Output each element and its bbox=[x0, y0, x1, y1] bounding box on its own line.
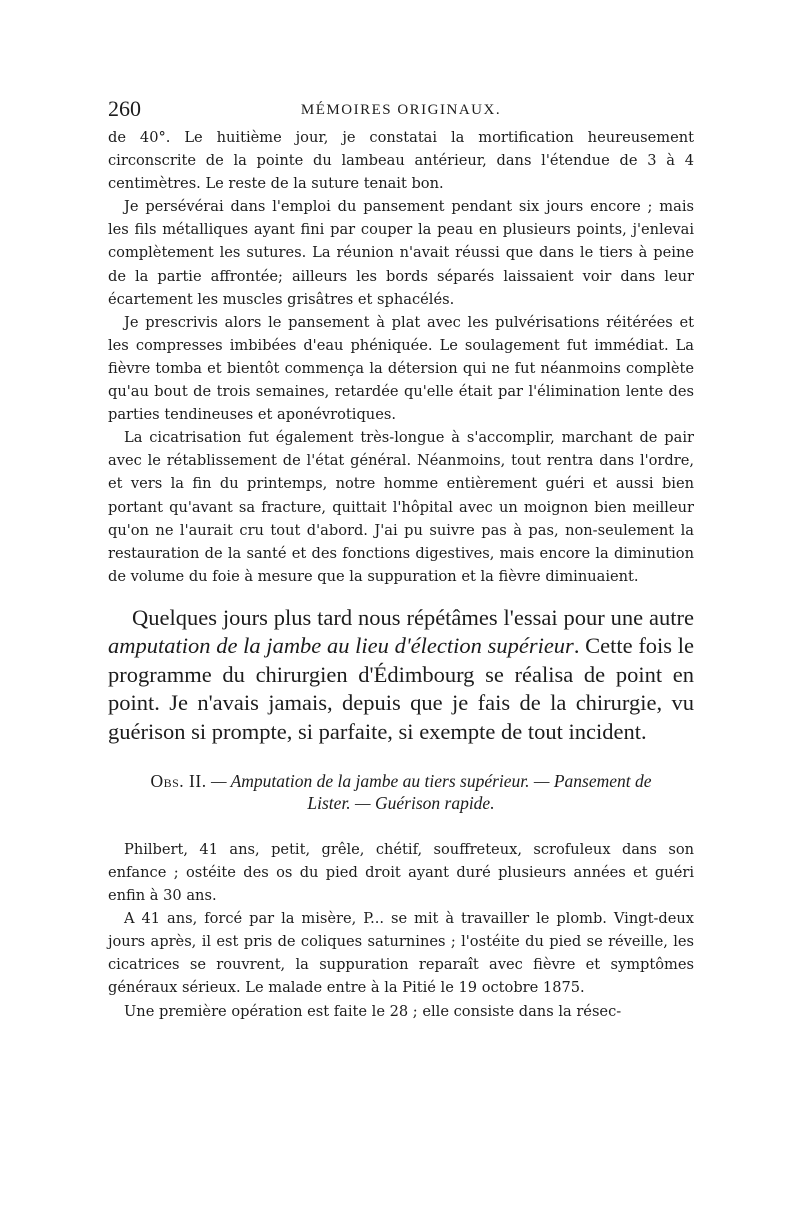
observation-title-line2: Lister. — Guérison rapide. bbox=[307, 792, 495, 813]
paragraph-dressing: Je prescrivis alors le pansement à plat avec les pulvérisations réitérées et les compresses imbibées d'eau phéniquée. Le soulagement fut immédiat. La fièvre tomba et bientôt commença la détersion qui ne fut néanmoins complète qu'au bout de trois semaines, retardée qu'elle était par l'élimination lente des parties tendineuses et aponévrotiques. bbox=[108, 313, 694, 424]
paragraph-healing: La cicatrisation fut également très-longue à s'accomplir, marchant de pair avec le rétablissement de l'état général. Néanmoins, tout rentra dans l'ordre, et vers la fin du printemps, notre homme entièrement guéri et aussi bien portant qu'avant sa fracture, quittait l'hôpital avec un moignon bien meilleur qu'on ne l'aurait cru tout d'abord. J'ai pu suivre pas à pas, non-seulement la restauration de la santé et des fonctions digestives, mais encore la diminution de volume du foie à mesure que la suppuration et la fièvre diminuaient. bbox=[108, 429, 694, 585]
main-text-block bbox=[108, 604, 694, 746]
continued-text-block bbox=[108, 126, 694, 588]
observation-paragraph-patient: Philbert, 41 ans, petit, grêle, chétif, souffreteux, scrofuleux dans son enfance ; ostéite des os du pied droit ayant duré plusieurs années et guéri enfin à 30 ans. bbox=[108, 840, 694, 905]
second-trial-text-end: . Cette fois le programme du chirurgien d'Édimbourg se réalisa de point en point. Je n'avais jamais, depuis que je fais de la chirurgie, vu guérison si prompte, si parfaite, si exempte de tout incident. bbox=[108, 633, 694, 744]
observation-label: Obs. II. bbox=[150, 770, 207, 791]
observation-body bbox=[108, 838, 694, 1023]
paragraph-continued: de 40°. Le huitième jour, je constatai la mortification heureusement circonscrite de la pointe du lambeau antérieur, dans l'étendue de 3 à 4 centimètres. Le reste de la suture tenait bon. bbox=[108, 129, 694, 193]
page-header bbox=[108, 96, 694, 126]
document-page bbox=[108, 96, 694, 1023]
observation-heading bbox=[108, 770, 694, 814]
paragraph-second-trial bbox=[108, 604, 694, 746]
observation-paragraph-history: A 41 ans, forcé par la misère, P... se mit à travailler le plomb. Vingt-deux jours après, il est pris de coliques saturnines ; l'ostéite du pied se réveille, les cicatrices se rouvrent, la suppuration reparaît avec fièvre et symptômes généraux sérieux. Le malade entre à la Pitié le 19 octobre 1875. bbox=[108, 910, 694, 997]
paragraph-sutures: Je persévérai dans l'emploi du pansement pendant six jours encore ; mais les fils métalliques ayant fini par couper la peau en plusieurs points, j'enlevai complètement les sutures. La réunion n'avait réussi que dans le tiers à peine de la partie affrontée; ailleurs les bords séparés laissaient voir dans leur écartement les muscles grisâtres et sphacélés. bbox=[108, 198, 694, 308]
observation-title-line1: — Amputation de la jambe au tiers supérieur. — Pansement de bbox=[206, 770, 652, 791]
observation-paragraph-operation: Une première opération est faite le 28 ; elle consiste dans la résec- bbox=[124, 1002, 622, 1020]
running-title: MÉMOIRES ORIGINAUX. bbox=[300, 102, 502, 118]
page-number: 260 bbox=[108, 96, 141, 121]
second-trial-italic: amputation de la jambe au lieu d'élection supérieur bbox=[108, 633, 574, 659]
second-trial-text-start: Quelques jours plus tard nous répétâmes l'essai pour une autre bbox=[132, 604, 694, 630]
